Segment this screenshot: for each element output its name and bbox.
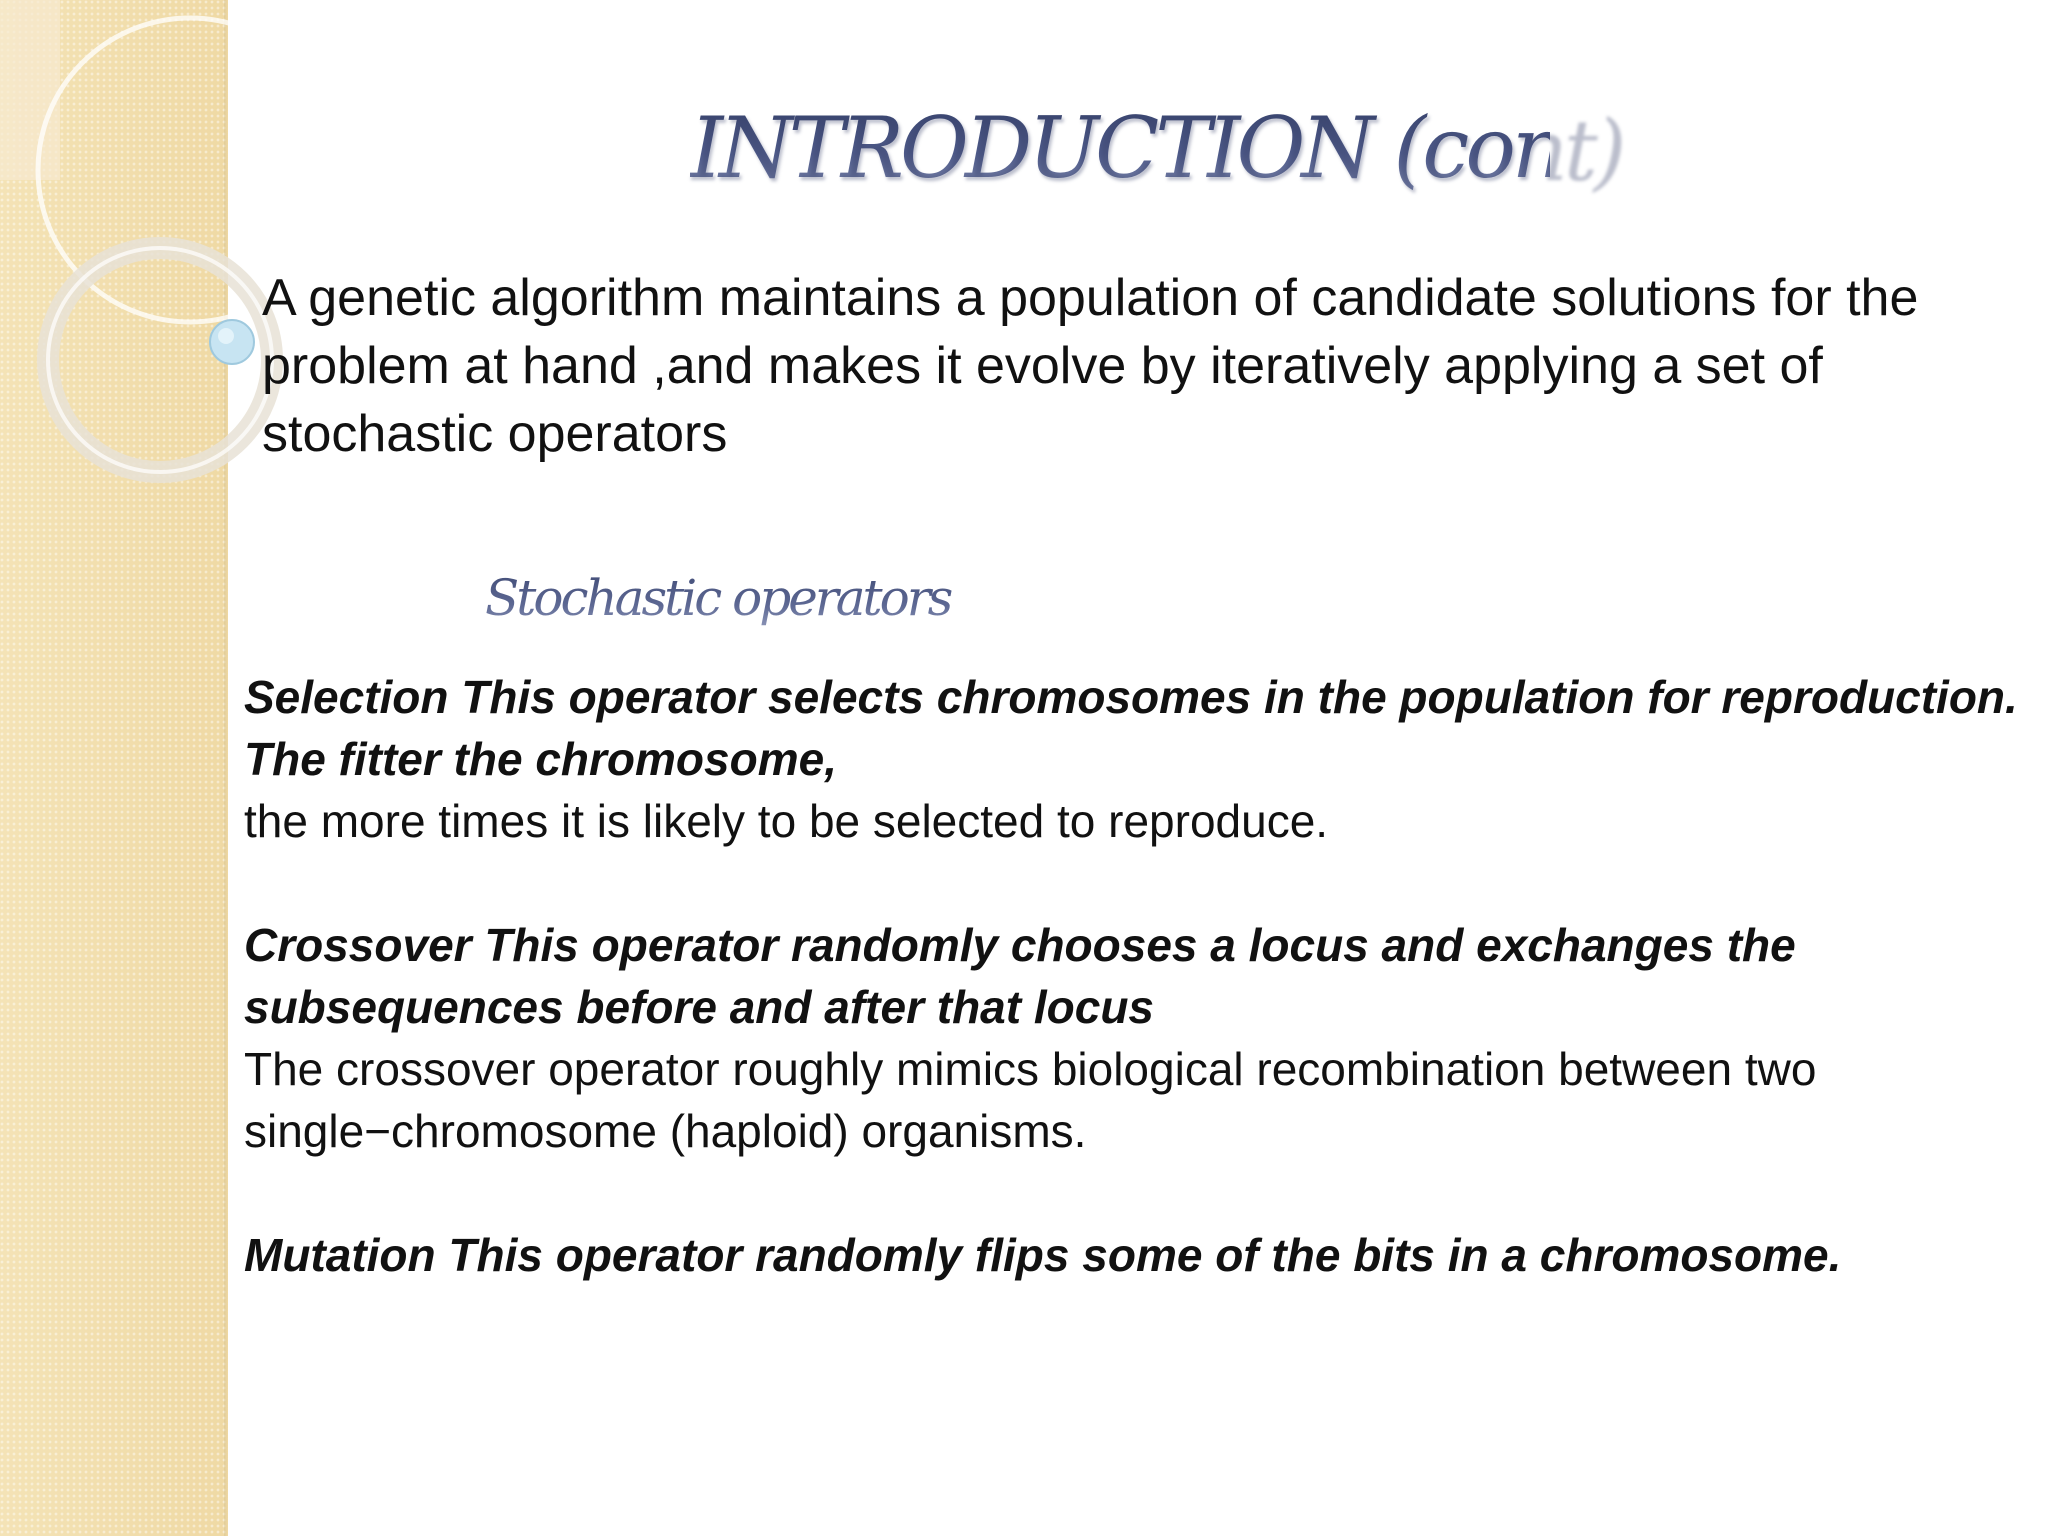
operator-heading: Crossover This operator randomly chooses a locus and exchanges the subsequences before and after that locus bbox=[244, 919, 1796, 1033]
operator-mutation bbox=[244, 1224, 2034, 1286]
intro-paragraph: A genetic algorithm maintains a population of candidate solutions for the problem at hand ,and makes it evolve by iteratively applying a set of stochastic operators bbox=[262, 269, 1919, 463]
operator-heading: Mutation This operator randomly flips some of the bits in a chromosome. bbox=[244, 1229, 1842, 1281]
bullet-dot-icon bbox=[210, 320, 254, 364]
operator-description: the more times it is likely to be selected to reproduce. bbox=[244, 795, 1329, 847]
decorative-rings bbox=[0, 0, 300, 520]
operator-crossover bbox=[244, 914, 2034, 1162]
operators-list bbox=[244, 666, 2034, 1348]
operator-selection bbox=[244, 666, 2034, 852]
section-subtitle: Stochastic operators bbox=[485, 562, 1045, 634]
operator-description: The crossover operator roughly mimics biological recombination between two single−chromosome (haploid) organisms. bbox=[244, 1043, 1817, 1157]
slide-title: INTRODUCTION (cont) bbox=[690, 88, 1550, 208]
operator-heading: Selection This operator selects chromosomes in the population for reproduction. The fitter the chromosome, bbox=[244, 671, 2018, 785]
